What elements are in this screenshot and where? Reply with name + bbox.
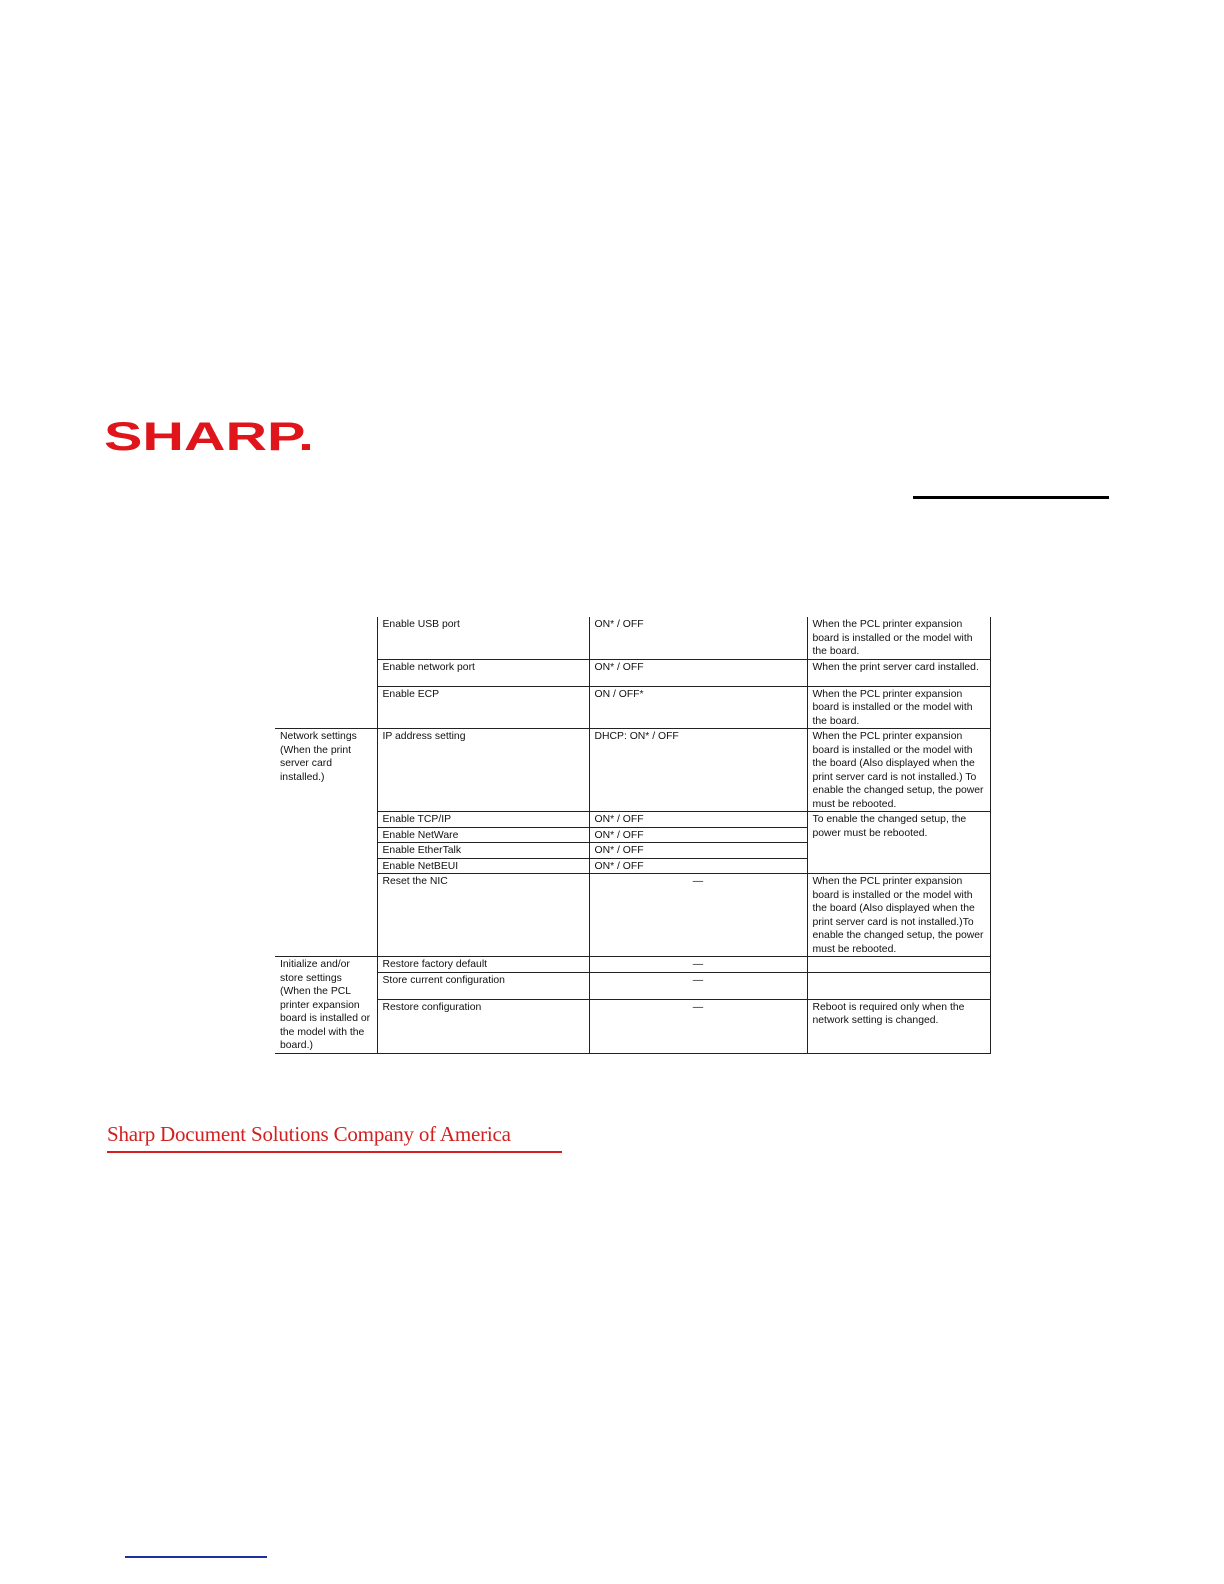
item-cell: Enable ECP	[377, 686, 589, 729]
item-cell: Reset the NIC	[377, 874, 589, 957]
value-cell: ON / OFF*	[589, 686, 807, 729]
note-cell: Reboot is required only when the network setting is changed.	[807, 999, 990, 1053]
sharp-logo	[104, 418, 316, 454]
item-cell: Enable NetBEUI	[377, 858, 589, 874]
note-cell: To enable the changed setup, the power must be rebooted.	[807, 812, 990, 874]
value-cell: ON* / OFF	[589, 858, 807, 874]
note-cell: When the PCL printer expansion board is installed or the model with the board.	[807, 686, 990, 729]
value-cell: —	[589, 874, 807, 957]
value-cell: DHCP: ON* / OFF	[589, 729, 807, 812]
settings-table	[275, 617, 991, 1054]
footer-company-name: Sharp Document Solutions Company of America	[107, 1122, 511, 1146]
item-cell: IP address setting	[377, 729, 589, 812]
category-cell	[275, 617, 377, 729]
value-cell: —	[589, 957, 807, 973]
footer-underline	[107, 1151, 562, 1153]
table-row	[275, 812, 990, 828]
table-row	[275, 999, 990, 1053]
note-cell	[807, 972, 990, 999]
value-cell: ON* / OFF	[589, 843, 807, 859]
table-row	[275, 972, 990, 999]
category-cell: Initialize and/or store settings (When the PCL printer expansion board is installed or the model with the board.)	[275, 957, 377, 1054]
item-cell: Restore configuration	[377, 999, 589, 1053]
table-row	[275, 957, 990, 973]
table-row	[275, 874, 990, 957]
footer-rule	[125, 1556, 267, 1558]
category-cell: Network settings (When the print server card installed.)	[275, 729, 377, 957]
value-cell: ON* / OFF	[589, 659, 807, 686]
header-rule	[913, 496, 1109, 499]
item-cell: Enable NetWare	[377, 827, 589, 843]
note-cell: When the PCL printer expansion board is installed or the model with the board (Also displayed when the print server card is not installed.) To enable the changed setup, the power must be rebooted.	[807, 729, 990, 812]
item-cell: Enable network port	[377, 659, 589, 686]
item-cell: Restore factory default	[377, 957, 589, 973]
footer-brand	[107, 1120, 562, 1156]
table-row	[275, 659, 990, 686]
table-row	[275, 686, 990, 729]
item-cell: Enable USB port	[377, 617, 589, 659]
item-cell: Enable EtherTalk	[377, 843, 589, 859]
note-cell: When the PCL printer expansion board is installed or the model with the board (Also displayed when the print server card is not installed.)To enable the changed setup, the power must be rebooted.	[807, 874, 990, 957]
value-cell: ON* / OFF	[589, 812, 807, 828]
note-cell: When the PCL printer expansion board is installed or the model with the board.	[807, 617, 990, 659]
value-cell: ON* / OFF	[589, 827, 807, 843]
item-cell: Store current configuration	[377, 972, 589, 999]
note-cell: When the print server card installed.	[807, 659, 990, 686]
value-cell: ON* / OFF	[589, 617, 807, 659]
table-row	[275, 729, 990, 812]
value-cell: —	[589, 972, 807, 999]
sharp-logo-text: SHARP.	[104, 418, 314, 454]
value-cell: —	[589, 999, 807, 1053]
note-cell	[807, 957, 990, 973]
item-cell: Enable TCP/IP	[377, 812, 589, 828]
table-row	[275, 617, 990, 659]
